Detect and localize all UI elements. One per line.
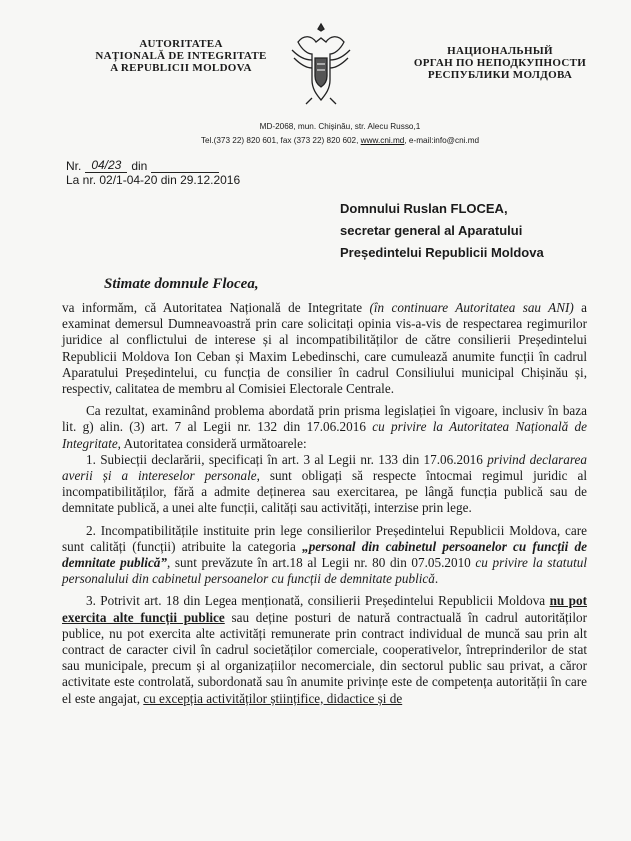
point-3: 3. Potrivit art. 18 din Legea menționată, consilierii Președintelui Republicii Moldova nu pot exercita alte funcții publice sau deține posturi de natură contractuală în cadrul autorităților publice, nu pot exercita alte activități remunerate prin contract individual de muncă sau prin alt contract de caracter civil în cadrul societăților comerciale, cooperativelor, întreprinderilor de stat sau municipale, precum și al organizațiilor necomerciale, din sectorul public sau privat, a căror activitate este controlată, subordonată sau în anumite privințe este de competența autorității în care el este angajat, cu excepția activităților științifice, didactice și de xyxy=(62,593,587,706)
reference-number: 04/23 xyxy=(85,158,127,173)
reply-to-reference: La nr. 02/1-04-20 din 29.12.2016 xyxy=(66,173,241,187)
point-2: 2. Incompatibilitățile instituite prin lege consilierilor Președintelui Republicii Moldova, care sunt calități (funcții) atribuite la categoria „personal din cabinetul persoanelor cu funcții de demnitate publică”, sunt prevăzute în art.18 al Legii nr. 80 din 07.05.2010 cu privire la statutul personalului din cabinetul persoanelor cu funcții de demnitate publică. xyxy=(62,522,587,587)
header-right-institution xyxy=(400,45,600,81)
paragraph-intro: va informăm, că Autoritatea Națională de Integritate (în continuare Autoritatea sau ANI) a examinat demersul Dumneavoastră prin care solicitați opinia vis-a-vis de respectarea regimurilor juridice al conflictului de interese și al incompatibilităților de către consilierii Președintelui Republicii Moldova Ion Ceban și Maxim Lebedinschi, care cumulează anumite funcții în cadrul Aparatului Președintelui, cu funcția de consilier în cadrul Consiliului municipal Chișinău și, respectiv, calitatea de membru al Comisiei Electorale Centrale. xyxy=(62,300,587,397)
address-line: MD-2068, mun. Chișinău, str. Alecu Russo,1 xyxy=(259,122,421,131)
header-right-line: РЕСПУБЛИКИ МОЛДОВА xyxy=(427,69,573,81)
website-link[interactable]: www.cni.md xyxy=(360,136,405,145)
header-left-institution xyxy=(86,38,276,74)
recipient-name: Domnului Ruslan FLOCEA, xyxy=(340,201,508,216)
paragraph-conclusion: Ca rezultat, examinând problema abordată prin prisma legislației în vigoare, inclusiv în baza lit. g) alin. (3) art. 7 al Legii nr. 132 din 17.06.2016 cu privire la Autoritatea Națională de Integritate, Autoritatea consideră următoarele: xyxy=(62,403,587,451)
coat-of-arms-icon xyxy=(290,20,352,106)
header-right-line: НАЦИОНАЛЬНЫЙ xyxy=(447,45,553,57)
header-left-line: AUTORITATEA xyxy=(139,38,223,50)
letter-body xyxy=(62,300,587,707)
header-left-line: A REPUBLICII MOLDOVA xyxy=(110,62,252,74)
contact-line: Tel.(373 22) 820 601, fax (373 22) 820 602, www.cni.md, e-mail:info@cni.md xyxy=(200,136,480,145)
point-1: 1. Subiecții declarării, specificați în art. 3 al Legii nr. 133 din 17.06.2016 privind declararea averii și a intereselor personale, sunt obligați să respecte întocmai regimul juridic al incompatibilităților, fără a admite deținerea sau exercitarea, pe lângă funcția publică sau de demnitate publică, a unei alte funcții, calități sau activități, interzise prin lege. xyxy=(62,451,587,516)
reference-block xyxy=(66,158,240,187)
contact-address xyxy=(160,120,520,148)
salutation: Stimate domnule Flocea, xyxy=(104,276,259,292)
header-left-line: NAȚIONALĂ DE INTEGRITATE xyxy=(95,50,267,62)
recipient-block xyxy=(340,198,544,264)
header-right-line: ОРГАН ПО НЕПОДКУПНОСТИ xyxy=(413,57,587,69)
recipient-title: secretar general al Aparatului xyxy=(340,223,523,238)
recipient-organization: Președintelui Republicii Moldova xyxy=(340,245,544,260)
reference-number-line: Nr. 04/23 din xyxy=(66,158,240,173)
